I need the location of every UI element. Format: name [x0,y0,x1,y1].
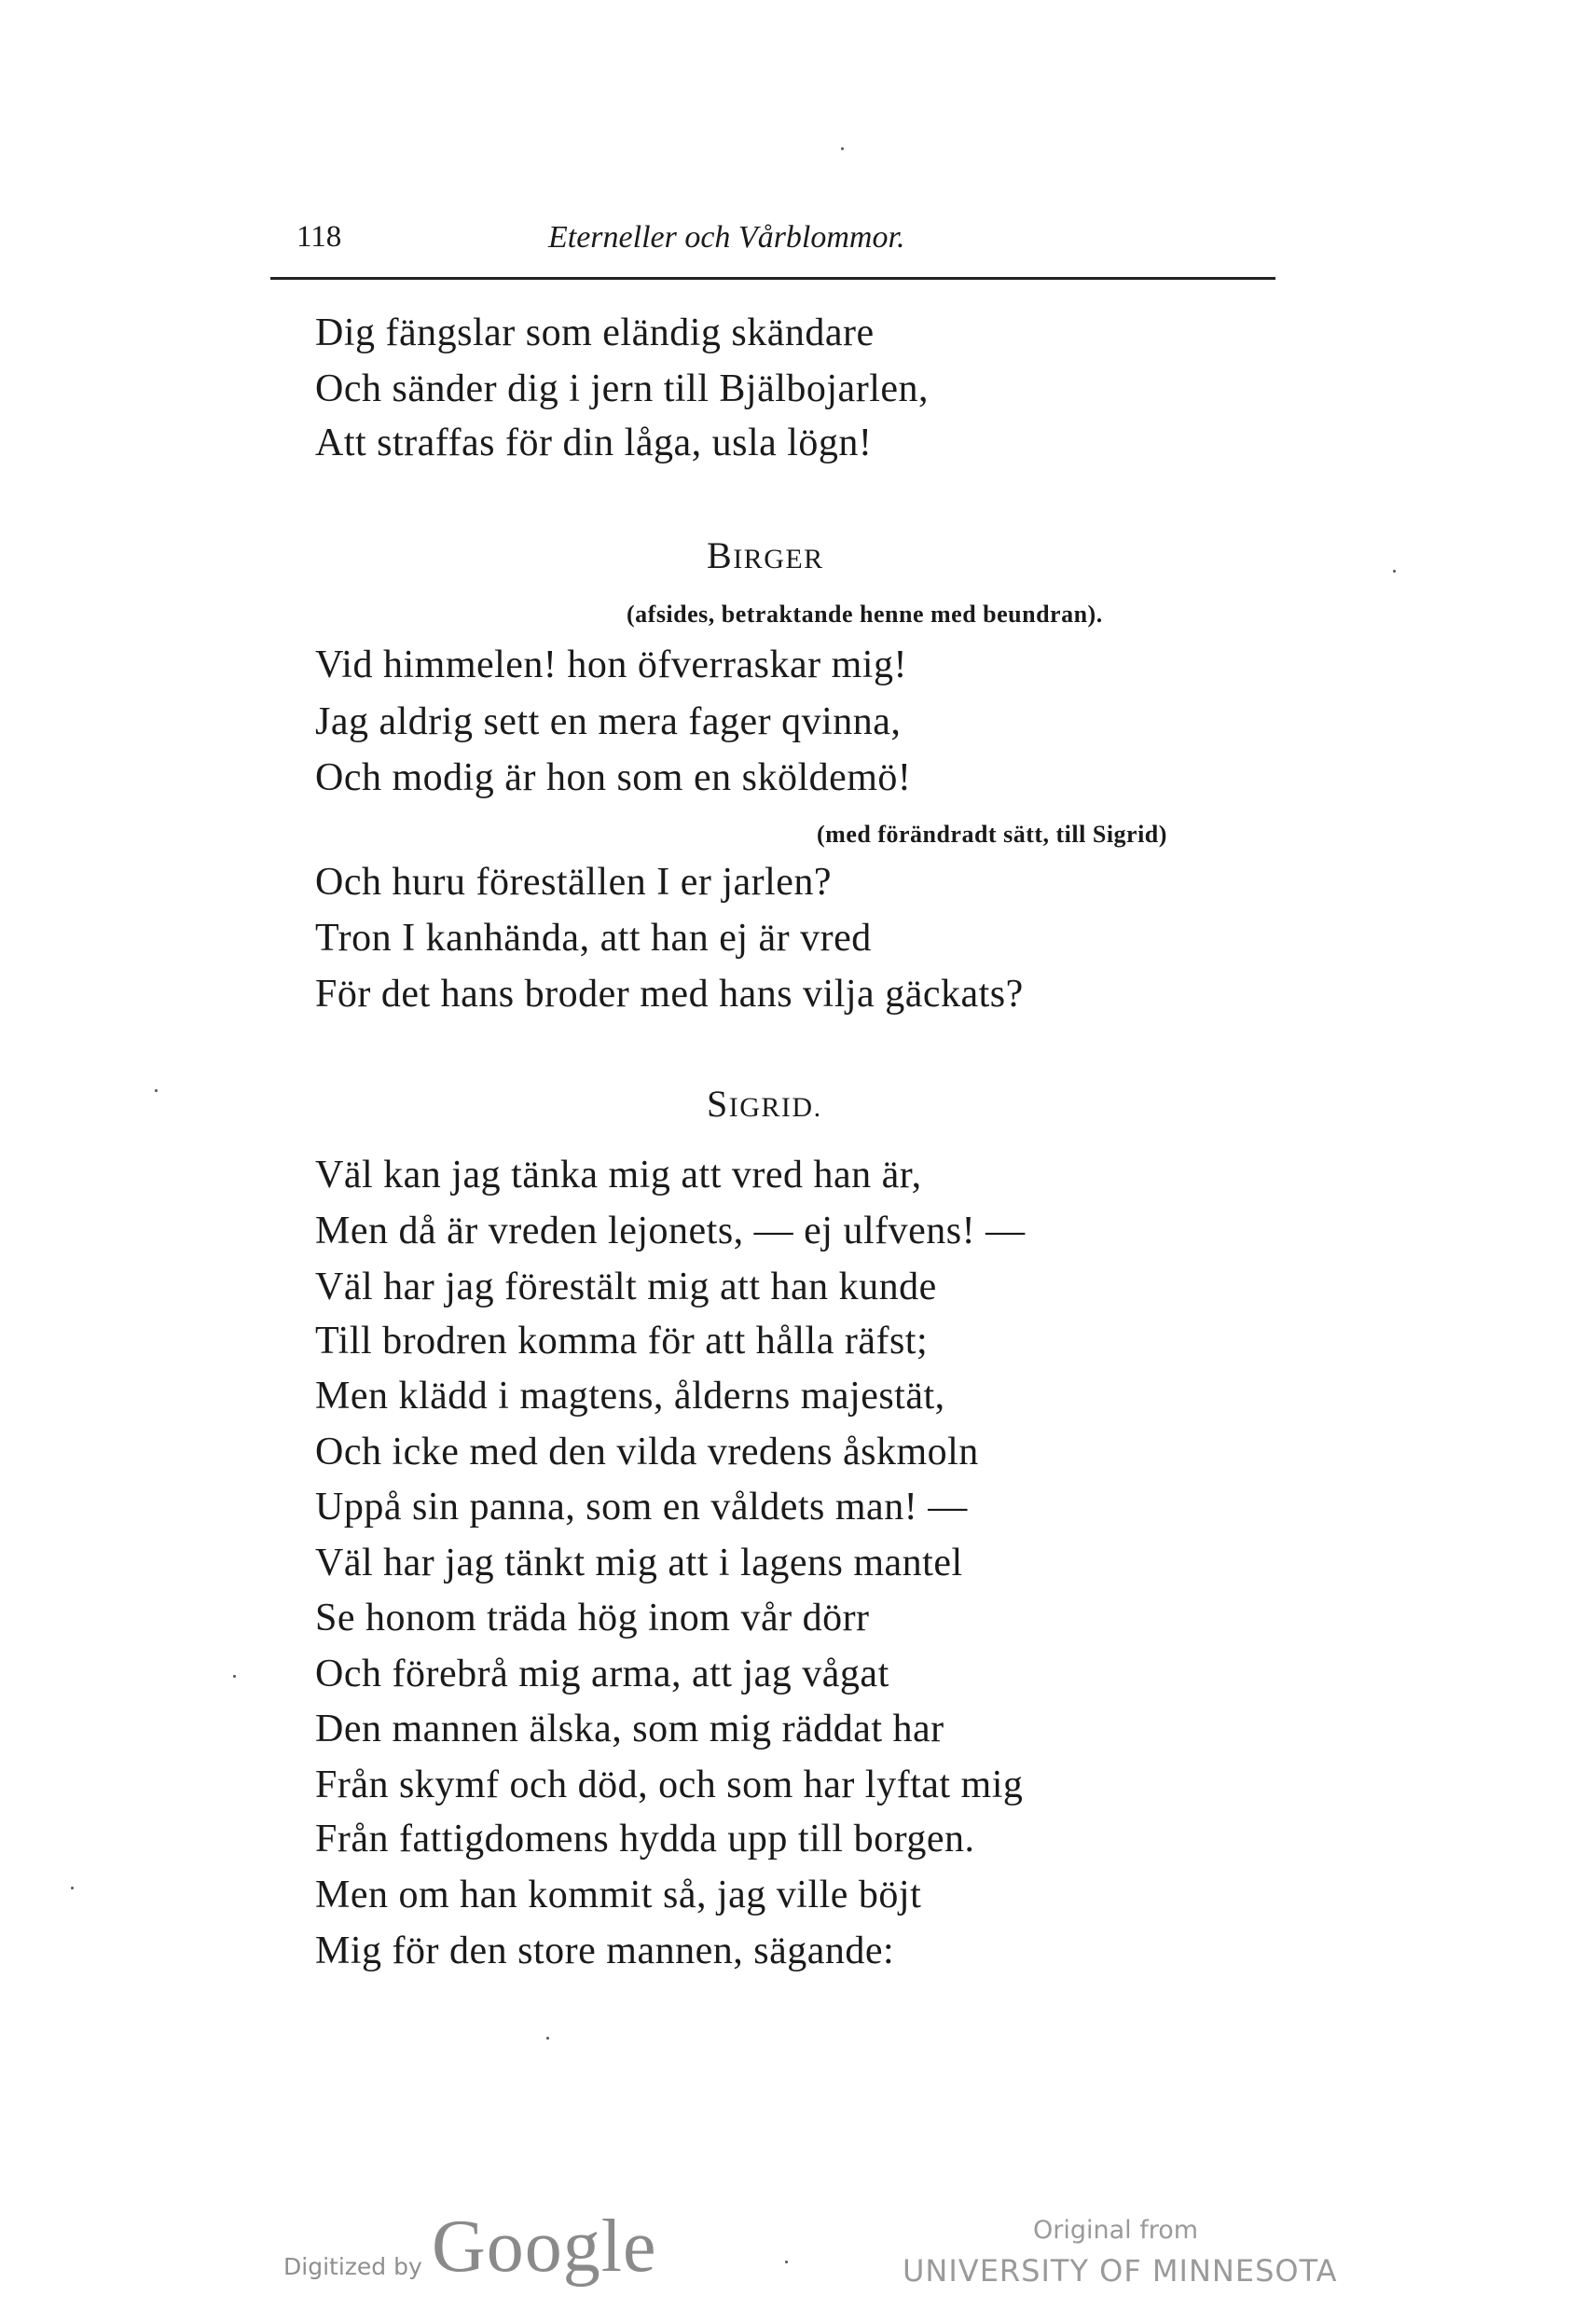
original-from-label: Original from [1033,2216,1199,2245]
speaker-sigrid [707,1082,822,1126]
stage-direction: (afsides, betraktande henne med beundran). [627,601,1103,628]
verse-line: Väl har jag tänkt mig att i lagens mantel [315,1542,963,1584]
header-rule [270,277,1275,280]
stage-direction: (med förändradt sätt, till Sigrid) [817,821,1167,848]
scan-speck [546,2037,549,2040]
speaker-initial: S [707,1083,729,1125]
verse-line: Tron I kanhända, att han ej är vred [315,917,872,960]
verse-line: Att straffas för din låga, usla lögn! [315,422,873,464]
scan-speck [841,147,844,150]
speaker-birger [707,533,824,577]
running-head [296,220,1285,276]
digitization-footer [0,2206,1585,2309]
verse-line: Och icke med den vilda vredens åskmoln [315,1431,979,1473]
google-logo: Google [432,2206,657,2288]
verse-line: Och förebrå mig arma, att jag vågat [315,1653,889,1695]
verse-line: Dig fängslar som eländig skändare [315,311,875,354]
verse-line: Till brodren komma för att hålla räfst; [315,1320,929,1363]
verse-line: Men klädd i magtens, ålderns majestät, [315,1375,945,1418]
verse-line: Men då är vreden lejonets, — ej ulfvens! — [315,1210,1026,1252]
verse-line: Från fattigdomens hydda upp till borgen. [315,1818,975,1861]
verse-line: Väl har jag förestält mig att han kunde [315,1266,937,1308]
scan-speck [1393,570,1396,573]
scan-speck [71,1887,74,1889]
scan-speck [233,1675,236,1678]
verse-line: Mig för den store mannen, sägande: [315,1930,895,1972]
verse-line: Och modig är hon som en sköldemö! [315,756,912,799]
verse-line: Från skymf och död, och som har lyftat mig [315,1764,1024,1806]
running-title: Eterneller och Vårblommor. [548,220,905,255]
page-number: 118 [296,220,342,254]
library-name: UNIVERSITY OF MINNESOTA [903,2253,1338,2289]
digitized-by-label: Digitized by [283,2253,422,2280]
verse-line: Uppå sin panna, som en våldets man! — [315,1486,968,1529]
verse-line: Och huru föreställen I er jarlen? [315,861,833,904]
verse-line: Och sänder dig i jern till Bjälbojarlen, [315,367,929,410]
verse-line: Den mannen älska, som mig räddat har [315,1708,944,1750]
speaker-initial: B [707,534,734,576]
verse-line: Väl kan jag tänka mig att vred han är, [315,1154,922,1197]
verse-line: För det hans broder med hans vilja gäckats? [315,973,1024,1016]
verse-line: Vid himmelen! hon öfverraskar mig! [315,643,907,686]
verse-line: Se honom träda hög inom vår dörr [315,1597,870,1639]
verse-line: Men om han kommit så, jag ville böjt [315,1874,922,1916]
verse-line: Jag aldrig sett en mera fager qvinna, [315,700,902,743]
speaker-name-rest: IGRID. [728,1092,822,1123]
scan-speck [155,1089,158,1092]
speaker-name-rest: IRGER [733,544,824,574]
